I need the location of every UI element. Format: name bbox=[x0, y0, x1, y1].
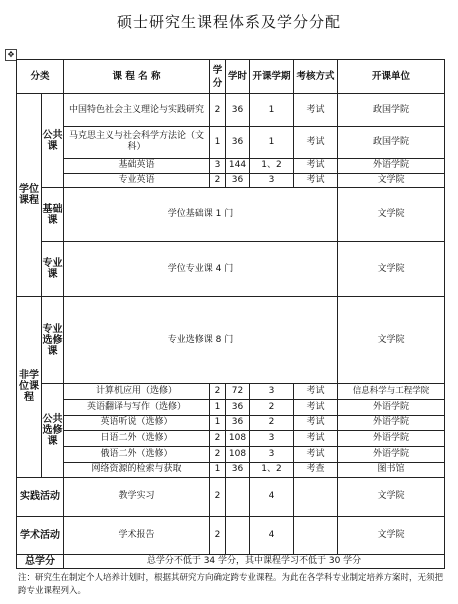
course-semester: 2 bbox=[250, 399, 294, 415]
course-semester: 1、2 bbox=[250, 159, 294, 174]
course-unit: 文学院 bbox=[338, 296, 445, 384]
group-public-courses: 公共课 bbox=[42, 94, 64, 188]
course-hours: 72 bbox=[226, 384, 250, 400]
course-exam: 考试 bbox=[294, 431, 338, 447]
course-semester: 3 bbox=[250, 173, 294, 188]
course-exam: 考试 bbox=[294, 159, 338, 174]
course-name: 教学实习 bbox=[64, 478, 210, 517]
header-hours: 学时 bbox=[226, 60, 250, 94]
course-hours: 108 bbox=[226, 431, 250, 447]
major-courses-text: 学位专业课 4 门 bbox=[64, 242, 338, 296]
course-name: 计算机应用（选修） bbox=[64, 384, 210, 400]
course-exam: 考试 bbox=[294, 446, 338, 462]
elective-major-text: 专业选修课 8 门 bbox=[64, 296, 338, 384]
course-credits: 2 bbox=[210, 446, 226, 462]
course-hours: 36 bbox=[226, 94, 250, 126]
course-name: 学术报告 bbox=[64, 516, 210, 555]
course-credits: 2 bbox=[210, 478, 226, 517]
course-name: 英语听说（选修） bbox=[64, 415, 210, 431]
course-hours: 36 bbox=[226, 462, 250, 478]
header-row bbox=[17, 60, 445, 94]
table-row bbox=[17, 399, 445, 415]
course-unit: 文学院 bbox=[338, 516, 445, 555]
course-credits: 1 bbox=[210, 126, 226, 158]
group-practice: 实践活动 bbox=[17, 478, 64, 517]
course-exam: 考查 bbox=[294, 462, 338, 478]
course-credits: 1 bbox=[210, 415, 226, 431]
table-row bbox=[17, 188, 445, 242]
course-semester: 3 bbox=[250, 431, 294, 447]
table-row bbox=[17, 431, 445, 447]
course-credits: 2 bbox=[210, 431, 226, 447]
table-row bbox=[17, 516, 445, 555]
table-row bbox=[17, 415, 445, 431]
course-hours: 36 bbox=[226, 415, 250, 431]
course-unit: 信息科学与工程学院 bbox=[338, 384, 445, 400]
total-credits-text: 总学分不低于 34 学分，其中课程学习不低于 30 学分 bbox=[64, 555, 445, 569]
course-semester: 1 bbox=[250, 126, 294, 158]
course-name: 网络资源的检索与获取 bbox=[64, 462, 210, 478]
group-total: 总学分 bbox=[17, 555, 64, 569]
group-public-electives: 公共选修课 bbox=[42, 384, 64, 478]
course-unit: 政国学院 bbox=[338, 94, 445, 126]
course-semester: 1 bbox=[250, 94, 294, 126]
course-hours: 108 bbox=[226, 446, 250, 462]
table-row bbox=[17, 296, 445, 384]
group-degree-courses: 学位课程 bbox=[17, 94, 42, 296]
course-hours: 36 bbox=[226, 399, 250, 415]
course-semester: 4 bbox=[250, 478, 294, 517]
curriculum-table bbox=[16, 59, 445, 569]
course-semester: 3 bbox=[250, 384, 294, 400]
course-hours: 36 bbox=[226, 126, 250, 158]
course-credits: 3 bbox=[210, 159, 226, 174]
course-hours bbox=[226, 516, 250, 555]
course-name: 基础英语 bbox=[64, 159, 210, 174]
course-exam: 考试 bbox=[294, 94, 338, 126]
course-name: 俄语二外（选修） bbox=[64, 446, 210, 462]
course-unit: 外语学院 bbox=[338, 399, 445, 415]
table-move-handle-icon[interactable]: ✥ bbox=[5, 49, 17, 61]
group-major-courses: 专业课 bbox=[42, 242, 64, 296]
course-credits: 1 bbox=[210, 462, 226, 478]
table-row bbox=[17, 159, 445, 174]
header-course-name: 课 程 名 称 bbox=[64, 60, 210, 94]
header-credits: 学分 bbox=[210, 60, 226, 94]
group-elective-major: 专业选修课 bbox=[42, 296, 64, 384]
table-row bbox=[17, 462, 445, 478]
table-row bbox=[17, 478, 445, 517]
header-semester: 开课学期 bbox=[250, 60, 294, 94]
course-unit: 外语学院 bbox=[338, 431, 445, 447]
group-academic: 学术活动 bbox=[17, 516, 64, 555]
course-hours: 36 bbox=[226, 173, 250, 188]
table-row bbox=[17, 173, 445, 188]
course-unit: 政国学院 bbox=[338, 126, 445, 158]
course-semester: 2 bbox=[250, 415, 294, 431]
table-row bbox=[17, 384, 445, 400]
course-name: 中国特色社会主义理论与实践研究 bbox=[64, 94, 210, 126]
table-row bbox=[17, 446, 445, 462]
course-exam: 考试 bbox=[294, 173, 338, 188]
course-credits: 2 bbox=[210, 384, 226, 400]
course-hours: 144 bbox=[226, 159, 250, 174]
course-name: 英语翻译与写作（选修） bbox=[64, 399, 210, 415]
course-unit: 文学院 bbox=[338, 188, 445, 242]
course-semester: 3 bbox=[250, 446, 294, 462]
course-credits: 2 bbox=[210, 173, 226, 188]
course-exam: 考试 bbox=[294, 384, 338, 400]
course-exam: 考试 bbox=[294, 399, 338, 415]
course-exam bbox=[294, 478, 338, 517]
page-title: 硕士研究生课程体系及学分分配 bbox=[116, 13, 341, 31]
course-unit: 文学院 bbox=[338, 242, 445, 296]
course-exam bbox=[294, 516, 338, 555]
course-semester: 4 bbox=[250, 516, 294, 555]
group-basic-courses: 基础课 bbox=[42, 188, 64, 242]
course-semester: 1、2 bbox=[250, 462, 294, 478]
course-exam: 考试 bbox=[294, 126, 338, 158]
table-row bbox=[17, 242, 445, 296]
group-nondegree-courses: 非学位课程 bbox=[17, 296, 42, 477]
course-unit: 文学院 bbox=[338, 478, 445, 517]
header-unit: 开课单位 bbox=[338, 60, 445, 94]
course-name: 日语二外（选修） bbox=[64, 431, 210, 447]
course-unit: 外语学院 bbox=[338, 415, 445, 431]
course-credits: 1 bbox=[210, 399, 226, 415]
course-name: 马克思主义与社会科学方法论（文科） bbox=[64, 126, 210, 158]
footnote: 注：研究生在制定个人培养计划时，根据其研究方向确定跨专业课程。为此在各学科专业制定培养方案时，无须把跨专业课程列入。 bbox=[18, 573, 444, 596]
course-hours bbox=[226, 478, 250, 517]
course-exam: 考试 bbox=[294, 415, 338, 431]
header-category: 分类 bbox=[17, 60, 64, 94]
course-unit: 外语学院 bbox=[338, 446, 445, 462]
table-row bbox=[17, 555, 445, 569]
course-name: 专业英语 bbox=[64, 173, 210, 188]
header-exam: 考核方式 bbox=[294, 60, 338, 94]
table-row bbox=[17, 126, 445, 158]
course-credits: 2 bbox=[210, 516, 226, 555]
course-unit: 图书馆 bbox=[338, 462, 445, 478]
course-unit: 文学院 bbox=[338, 173, 445, 188]
course-credits: 2 bbox=[210, 94, 226, 126]
basic-courses-text: 学位基础课 1 门 bbox=[64, 188, 338, 242]
table-row bbox=[17, 94, 445, 126]
course-unit: 外语学院 bbox=[338, 159, 445, 174]
